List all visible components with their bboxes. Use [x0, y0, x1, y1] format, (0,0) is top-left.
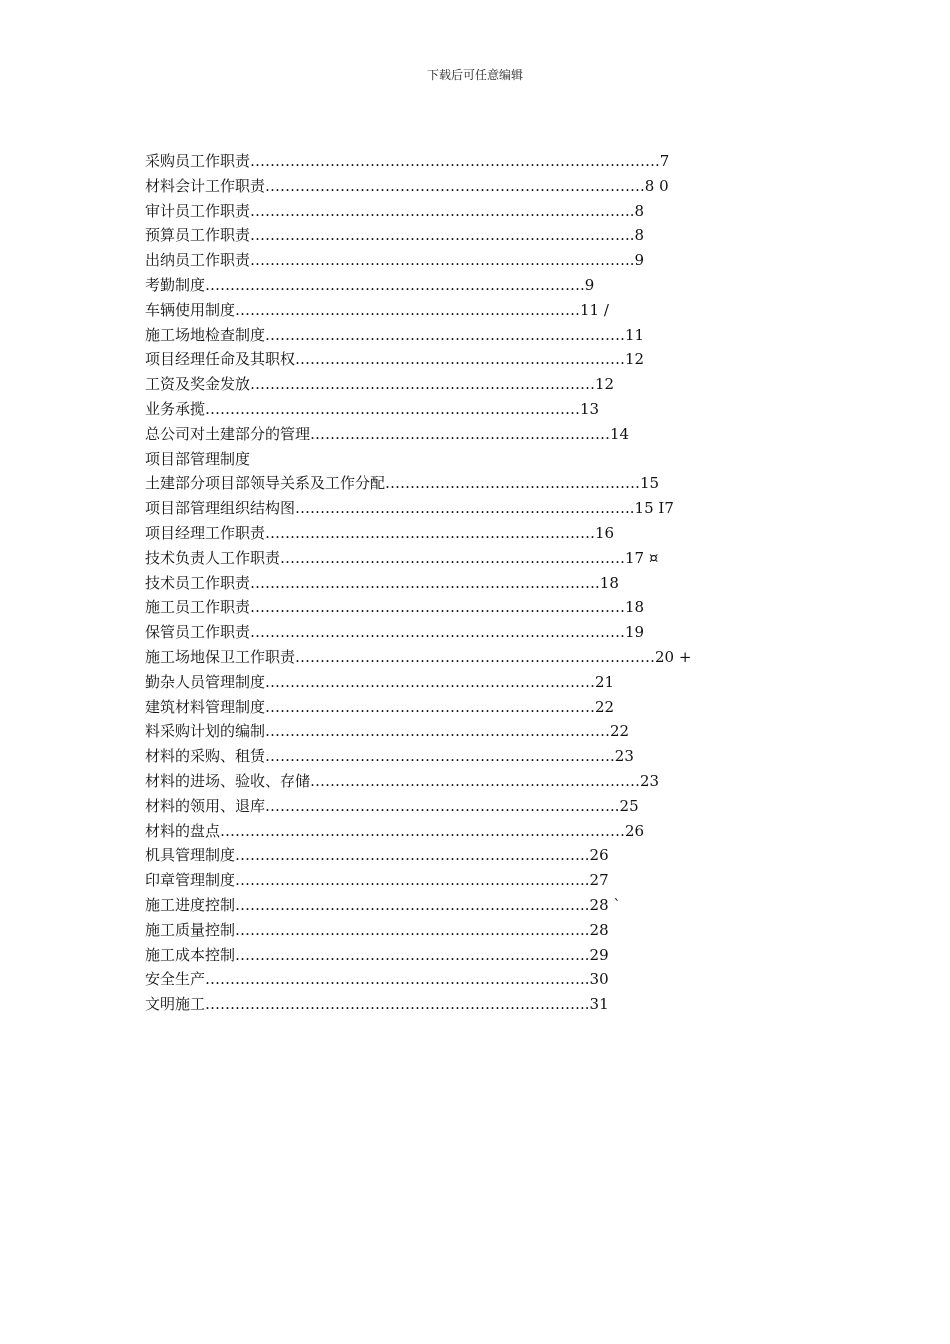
toc-entry-leader: ………………………………………………………………………	[250, 152, 656, 170]
toc-entry[interactable]	[145, 521, 825, 546]
toc-entry[interactable]	[145, 670, 825, 695]
toc-entry-leader: …………………………………………………………	[295, 499, 626, 518]
toc-entry[interactable]	[145, 719, 825, 744]
toc-entry-leader: ……………………………………………………………	[235, 871, 581, 890]
toc-entry[interactable]	[145, 471, 825, 496]
toc-entry-title: 预算员工作职责	[145, 226, 251, 245]
toc-entry-title: 施工员工作职责	[145, 598, 251, 617]
toc-entry[interactable]	[145, 496, 825, 521]
toc-entry-title: 料采购计划的编制	[145, 722, 266, 741]
toc-entry[interactable]	[145, 769, 825, 794]
toc-entry-page: 20 +	[655, 647, 692, 666]
toc-entry-page: ..8	[625, 226, 645, 245]
toc-entry-page: ..9	[625, 251, 645, 270]
toc-entry-page: 12	[595, 375, 615, 394]
toc-entry-leader: ……………………………………………………………	[235, 920, 581, 939]
toc-entry-page: .23	[610, 747, 634, 766]
toc-entry[interactable]	[145, 372, 825, 397]
toc-entry-page: .9	[580, 275, 595, 294]
toc-entry-title: 审计员工作职责	[145, 201, 251, 220]
toc-entry-title: 施工质量控制	[145, 920, 236, 939]
toc-entry[interactable]	[145, 868, 825, 893]
toc-entry-page: 16	[595, 523, 615, 542]
toc-entry-page: 15	[640, 474, 660, 493]
toc-entry-leader: …………………………………………………………………	[205, 399, 581, 418]
toc-entry[interactable]	[145, 174, 825, 199]
toc-entry-title: 出纳员工作职责	[145, 251, 251, 270]
toc-entry-leader: ……………………………………………	[385, 474, 641, 493]
toc-entry-title: 施工进度控制	[145, 895, 236, 914]
toc-entry[interactable]	[145, 992, 825, 1017]
toc-entry-page: 17 ¤	[625, 548, 659, 567]
toc-entry-title: 总公司对土建部分的管理	[145, 424, 311, 443]
toc-entry-title: 车辆使用制度	[145, 300, 236, 319]
toc-entry-leader: …………………………………………………………	[265, 523, 596, 542]
toc-entry-title: 材料会计工作职责	[145, 176, 266, 195]
toc-entry[interactable]	[145, 149, 825, 174]
toc-entry-title: 工资及奖金发放	[145, 375, 251, 394]
toc-entry-leader: …………………………………………………………………	[250, 598, 626, 617]
toc-entry-page: 22	[595, 697, 615, 716]
toc-entry-page: 13	[580, 399, 600, 418]
table-of-contents	[145, 149, 825, 1017]
toc-entry-leader: ……………………………………………………………	[265, 796, 611, 815]
toc-entry-title: 施工场地保卫工作职责	[145, 647, 296, 666]
toc-entry-page: .18	[595, 573, 619, 592]
toc-entry-leader: ……………………………………………………………	[250, 573, 596, 592]
toc-entry[interactable]	[145, 943, 825, 968]
toc-entry-leader: …………………………………………………………………	[250, 226, 626, 245]
toc-entry[interactable]	[145, 298, 825, 323]
toc-entry-page: ..8	[625, 201, 645, 220]
toc-entry-title: 业务承揽	[145, 399, 206, 418]
toc-entry-page: 21	[595, 672, 615, 691]
toc-entry[interactable]	[145, 323, 825, 348]
toc-entry[interactable]	[145, 819, 825, 844]
toc-entry-page: ..31	[580, 995, 609, 1014]
toc-entry-title: 技术员工作职责	[145, 573, 251, 592]
toc-entry-page: 12	[625, 350, 645, 369]
toc-entry-title: 印章管理制度	[145, 871, 236, 890]
toc-entry[interactable]	[145, 571, 825, 596]
toc-entry-title: 材料的进场、验收、存储	[145, 771, 311, 790]
toc-entry-leader: ……………………………………………………………	[235, 300, 581, 319]
toc-entry[interactable]	[145, 422, 825, 447]
toc-entry-leader: …………………………………………………………………	[250, 251, 626, 270]
toc-entry-page: 19	[625, 623, 645, 642]
toc-entry[interactable]	[145, 595, 825, 620]
toc-entry-page: ..30	[580, 970, 609, 989]
toc-entry-leader: ……………………………………………………………	[280, 548, 626, 567]
toc-entry[interactable]	[145, 546, 825, 571]
toc-entry-title: 文明施工	[145, 995, 206, 1014]
toc-entry[interactable]	[145, 397, 825, 422]
toc-entry-leader: ……………………………………………………………	[250, 375, 596, 394]
toc-entry-title: 勤杂人员管理制度	[145, 672, 266, 691]
toc-entry-title: 施工成本控制	[145, 945, 236, 964]
toc-entry-title: 安全生产	[145, 970, 206, 989]
toc-entry-leader: …………………………………………………………………	[205, 970, 581, 989]
toc-entry[interactable]	[145, 893, 825, 918]
toc-entry[interactable]	[145, 248, 825, 273]
toc-entry-leader: ……………………………………………………………	[265, 722, 611, 741]
toc-entry-title: 施工场地检查制度	[145, 325, 266, 344]
toc-entry[interactable]	[145, 744, 825, 769]
toc-entry-leader: ……………………………………………………	[310, 424, 611, 443]
toc-entry[interactable]	[145, 645, 825, 670]
toc-entry-leader: ……………………………………………………………	[235, 846, 581, 865]
toc-entry[interactable]	[145, 695, 825, 720]
toc-entry[interactable]	[145, 918, 825, 943]
toc-entry-page: ..27	[580, 871, 609, 890]
toc-entry-title: 材料的领用、退库	[145, 796, 266, 815]
toc-entry[interactable]	[145, 447, 825, 472]
toc-entry-leader: ……………………………………………………………	[235, 945, 581, 964]
toc-entry[interactable]	[145, 967, 825, 992]
toc-entry-title: 机具管理制度	[145, 846, 236, 865]
toc-entry-leader: …………………………………………………………………	[250, 623, 626, 642]
toc-entry-page: 18	[625, 598, 645, 617]
toc-entry-leader: …………………………………………………………	[310, 771, 641, 790]
toc-entry-page: ..15 I7	[625, 499, 674, 518]
page-header: 下载后可任意编辑	[426, 68, 523, 82]
toc-entry[interactable]	[145, 347, 825, 372]
toc-entry-page: .7	[655, 152, 670, 170]
toc-entry-page: 11 /	[580, 300, 609, 319]
toc-entry-title: 技术负责人工作职责	[145, 548, 281, 567]
toc-entry-page: ..28 `	[580, 895, 621, 914]
toc-entry-page: ..25	[610, 796, 639, 815]
toc-entry-title: 考勤制度	[145, 275, 206, 294]
toc-entry[interactable]	[145, 843, 825, 868]
toc-entry[interactable]	[145, 199, 825, 224]
toc-entry-leader: ……………………………………………………………	[235, 895, 581, 914]
toc-entry-leader: ………………………………………………………………	[265, 325, 626, 344]
toc-entry-page: ..28	[580, 920, 609, 939]
toc-entry-leader: …………………………………………………………	[265, 672, 596, 691]
toc-entry-leader: …………………………………………………………………	[205, 995, 581, 1014]
toc-entry-page: 23	[640, 771, 660, 790]
toc-entry-title: 采购员工作职责	[145, 152, 251, 170]
toc-entry-leader: …………………………………………………………	[295, 350, 626, 369]
toc-entry[interactable]	[145, 273, 825, 298]
toc-entry-title: 材料的盘点	[145, 821, 221, 840]
toc-entry-page: 11	[625, 325, 645, 344]
toc-entry-leader: …………………………………………………………………	[205, 275, 581, 294]
toc-entry-leader: …………………………………………………………………	[250, 201, 626, 220]
toc-entry-page: .8 0	[640, 176, 669, 195]
toc-entry[interactable]	[145, 620, 825, 645]
toc-entry-leader: …………………………………………………………	[265, 697, 596, 716]
toc-entry-title: 项目部管理组织结构图	[145, 499, 296, 518]
toc-entry-page: ..29	[580, 945, 609, 964]
toc-entry-page: 26	[625, 821, 645, 840]
toc-entry[interactable]	[145, 794, 825, 819]
toc-entry-page: 14	[610, 424, 630, 443]
toc-entry-leader: …………………………………………………………………	[265, 176, 641, 195]
toc-entry-page: ..26	[580, 846, 609, 865]
toc-entry-title: 建筑材料管理制度	[145, 697, 266, 716]
toc-entry-title: 土建部分项目部领导关系及工作分配	[145, 474, 386, 493]
toc-entry[interactable]	[145, 223, 825, 248]
toc-entry-page: 22	[610, 722, 630, 741]
toc-entry-title: 项目经理工作职责	[145, 523, 266, 542]
toc-entry-title: 项目经理任命及其职权	[145, 350, 296, 369]
toc-entry-title: 保管员工作职责	[145, 623, 251, 642]
toc-entry-leader: ……………………………………………………………	[265, 747, 611, 766]
toc-entry-title: 材料的采购、租赁	[145, 747, 266, 766]
toc-entry-leader: ………………………………………………………………	[295, 647, 656, 666]
toc-entry-title: 项目部管理制度	[145, 449, 251, 468]
toc-entry-leader: ………………………………………………………………………	[220, 821, 626, 840]
